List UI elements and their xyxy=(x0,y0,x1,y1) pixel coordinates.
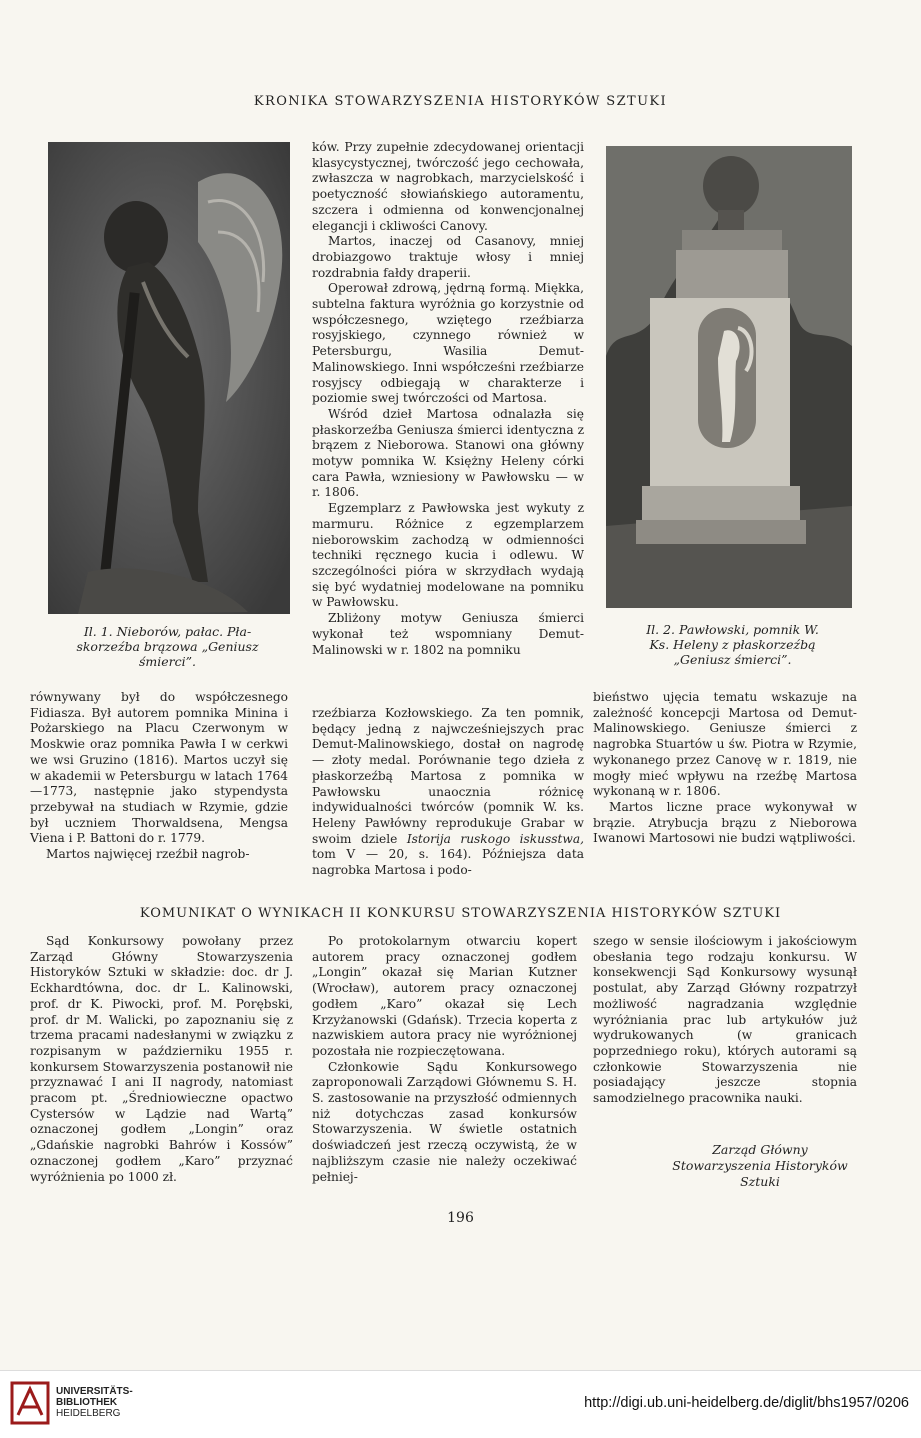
paragraph: rzeźbiarza Kozłowskiego. Za ten pomnik, będący jedną z najwcześniejszych prac Demut-Malinowskiego, dostał on nagrodę — złoty medal. Porównanie tego dzieła z płaskorzeźbą Martosa z pomnika w Pawłowsku unaocznia różnicę indywidualności twórców (pomnik W. ks. Heleny Pawłówny reprodukuje Grabar w swoim dziele Istorija ruskogo iskusstwa, tom V — 20, s. 164). Późniejsza data nagrobka Martosa i podo- xyxy=(312,706,584,878)
paragraph: szego w sensie ilościowym i jakościowym obesłania tego rodzaju konkursu. W konsekwencji Sąd Konkursowy wysunął postulat, aby Zarząd Główny rozpatrzył możliwość nagradzania względnie wyróżniania prac lub artykułów już wydrukowanych (w granicach poprzedniego roku), których autorami są członkowie Stowarzyszenia nie posiadający jeszcze stopnia samodzielnego pracownika nauki. xyxy=(593,934,857,1106)
signature: Zarząd Główny Stowarzyszenia Historyków Sztuki xyxy=(672,1142,848,1189)
paragraph: Po protokolarnym otwarciu kopert autorem pracy oznaczonej godłem „Longin” okazał się Marian Kutzner (Wrocław), autorem pracy oznaczonej godłem „Karo” okazał się Lech Krzyżanowski (Gdańsk). Trzecia koperta z nazwiskiem autora pracy nie wyróżnionej pozostała nie rozpieczętowana. xyxy=(312,934,577,1058)
footer-bar xyxy=(0,1370,921,1438)
paragraph: Zbliżony motyw Geniusza śmierci wykonał też wspomniany Demut-Malinowski w r. 1802 na pomniku xyxy=(312,611,584,657)
article-middle-bottom xyxy=(312,706,584,879)
paragraph: Członkowie Sądu Konkursowego zaproponowali Zarządowi Głównemu S. H. S. zastosowanie na przyszłość odmiennych niż dotychczas zasad konkursów Stowarzyszenia. W świetle ostatnich doświadczeń jest rzeczą oczywistą, że w najbliższym czasie nie należy oczekiwać pełniej- xyxy=(312,1059,577,1184)
figure-1-photo xyxy=(48,142,290,614)
paragraph: Operował zdrową, jędrną formą. Miękka, subtelna faktura wyróżnia go korzystnie od współczesnego, wziętego rzeźbiarza rosyjskiego, czynnego również w Petersburgu, Wasilia Demut-Malinowskiego. Inni współcześni rzeźbiarze rosyjscy odbiegają w charakterze i poziomie swej twórczości od Martosa. xyxy=(312,281,584,406)
article-middle-top xyxy=(312,140,584,658)
pawlowsk-monument-image xyxy=(606,146,852,608)
paragraph: równywany był do współczesnego Fidiasza. Był autorem pomnika Minina i Pożarskiego na Placu Czerwonym w Moskwie oraz pomnika Pawła I w cerkwi we wsi Gruzino (1816). Martos uczył się w akademii w Petersburgu w latach 1764—1773, następnie jako stypendysta przebywał na studiach w Rzymie, gdzie był uczniem Thorwaldsena, Mengsa Viena i P. Battoni do r. 1779. xyxy=(30,690,288,846)
komunikat-col-3 xyxy=(593,934,857,1107)
paragraph: Egzemplarz z Pawłowska jest wykuty z marmuru. Różnice z egzemplarzem nieborowskim zachodzą w odmienności techniki ręcznego kucia i odlewu. W szczególności pióra w skrzydłach wydają się być wydatniej modelowane na pomniku w Pawłowsku. xyxy=(312,501,584,610)
paragraph: ków. Przy zupełnie zdecydowanej orientacji klasycystycznej, twórczość jego cechowała, zwłaszcza w nagrobkach, marzycielskość i poetyczność słowiańskiego autoramentu, szczera i odmienna od konwencjonalnej elegancji i ckliwości Canovy. xyxy=(312,140,584,233)
komunikat-col-2 xyxy=(312,934,577,1185)
university-library-logo-icon xyxy=(10,1381,50,1425)
book-title: Istorija ruskogo iskusstwa, xyxy=(406,831,584,846)
paragraph: Wśród dzieł Martosa odnalazła się płaskorzeźba Geniusza śmierci identyczna z brązem z Nieborowa. Stanowi ona główny motyw pomnika W. Księżny Heleny córki cara Pawła, wzniesiony w Pawłowsku — w r. 1806. xyxy=(312,406,584,500)
komunikat-heading: KOMUNIKAT O WYNIKACH II KONKURSU STOWARZYSZENIA HISTORYKÓW SZTUKI xyxy=(139,906,782,921)
page-number: 196 xyxy=(447,1210,474,1226)
running-head: KRONIKA STOWARZYSZENIA HISTORYKÓW SZTUKI xyxy=(253,94,668,109)
article-right-bottom xyxy=(593,690,857,847)
figure-2-photo xyxy=(606,146,852,608)
source-url-link[interactable]: http://digi.ub.uni-heidelberg.de/diglit/bhs1957/0206 xyxy=(584,1395,909,1411)
bronze-genius-image xyxy=(48,142,290,614)
paragraph: Martos liczne prace wykonywał w brązie. Atrybucja brązu z Nieborowa Iwanowi Martosowi nie budzi wątpliwości. xyxy=(593,799,857,846)
logo-text: UNIVERSITÄTS- BIBLIOTHEK HEIDELBERG xyxy=(56,1386,133,1419)
figure-2-caption: Il. 2. Pawłowski, pomnik W. Ks. Heleny z płaskorzeźbą „Geniusz śmierci”. xyxy=(646,622,819,667)
komunikat-col-1 xyxy=(30,934,293,1185)
paragraph: Martos najwięcej rzeźbił nagrob- xyxy=(46,847,250,862)
paragraph: Martos, inaczej od Casanovy, mniej drobiazgowo traktuje włosy i mniej rozdrabnia fałdy draperii. xyxy=(312,234,584,280)
figure-1-caption: Il. 1. Nieborów, pałac. Pła- skorzeźba brązowa „Geniusz śmierci”. xyxy=(76,624,259,669)
article-left-bottom xyxy=(30,690,288,863)
paragraph: bieństwo ujęcia tematu wskazuje na zależność koncepcji Martosa od Demut-Malinowskiego. Geniusze śmierci z nagrobka Stuartów u św. Piotra w Rzymie, wykonanego przez Canovę w r. 1819, nie mogły mieć wpływu na rzeźbę Martosa wykonaną w r. 1806. xyxy=(593,690,857,799)
paragraph: Sąd Konkursowy powołany przez Zarząd Główny Stowarzyszenia Historyków Sztuki w składzie: doc. dr J. Eckhardtówna, doc. dr L. Kalinowski, prof. dr K. Piwocki, prof. M. Porębski, prof. dr M. Walicki, po zapoznaniu się z trzema pracami nadesłanymi w związku z rozpisanym w październiku 1955 r. konkursem Stowarzyszenia postanowił nie przyznawać I ani II nagrody, natomiast pracom pt. „Średniowieczne opactwo Cystersów w Lądzie nad Wartą” oznaczonej godłem „Longin” oraz „Gdańskie nagrobki Bahrów i Kossów” oznaczonej godłem „Karo” przyznać wyróżnienia po 1000 zł. xyxy=(30,934,293,1184)
